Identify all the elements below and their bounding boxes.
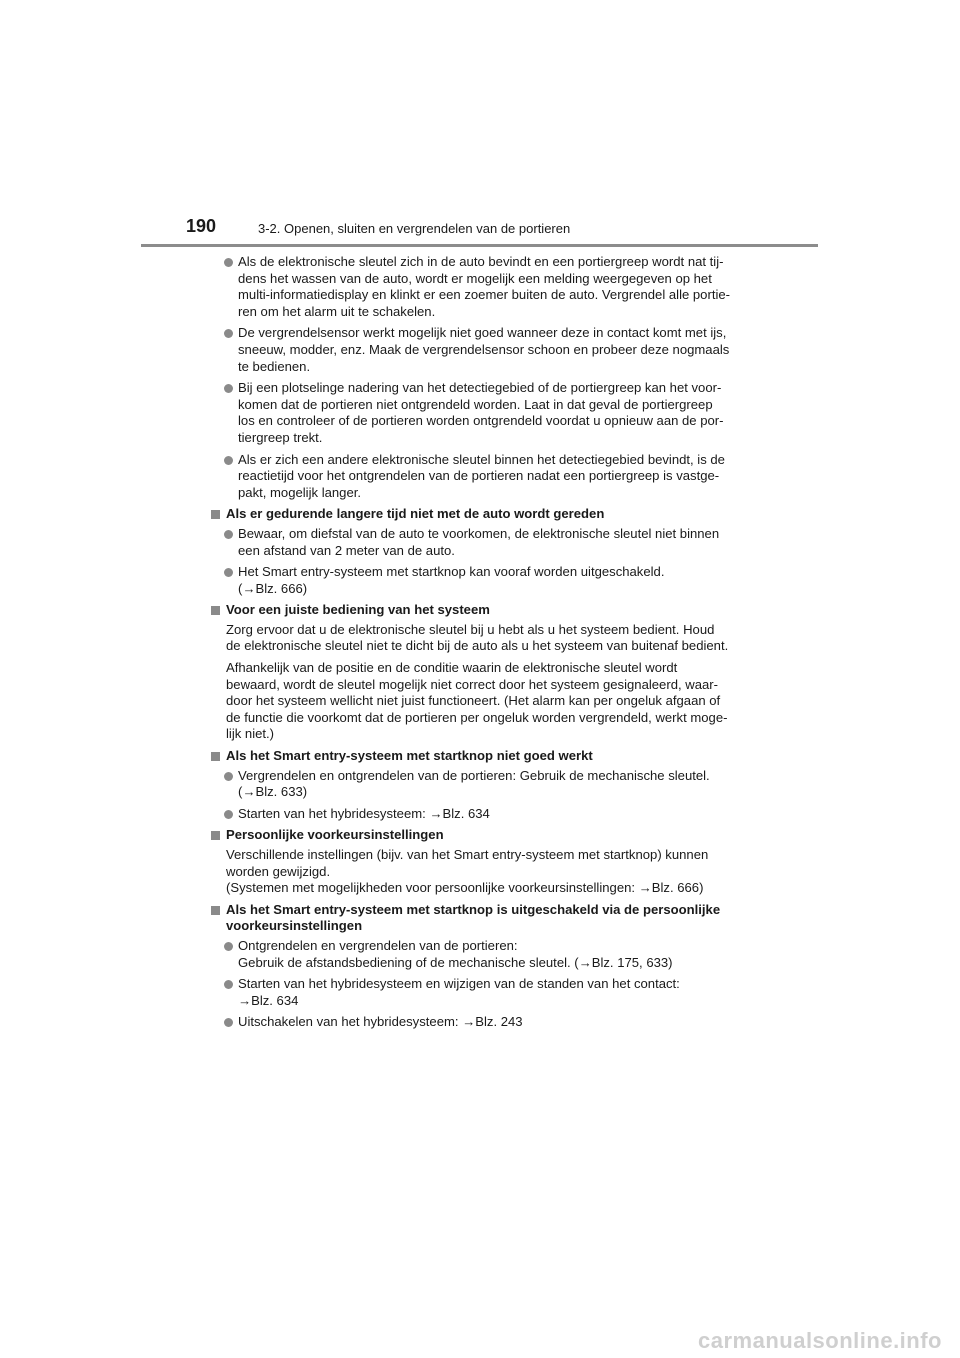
bullet-item [210,325,756,375]
text-line: worden gewijzigd. [226,863,331,879]
bullet-dot-icon [224,329,233,338]
bullet-dot-icon [224,456,233,465]
bullet-item [210,976,756,1009]
section-heading [210,827,756,844]
text-line: dens het wassen van de auto, wordt er mogelijk een melding weergegeven op het [238,270,712,286]
square-bullet-icon [211,906,220,915]
text-line: Vergrendelen en ontgrendelen van de portieren: Gebruik de mechanische sleutel. [238,767,710,783]
text-line: Als het Smart entry-systeem met startknop is uitgeschakeld via de persoonlijke [226,901,721,917]
page-number: 190 [186,216,217,236]
bullet-dot-icon [224,772,233,781]
paragraph [210,660,756,743]
text-line: los en controleer of de portieren worden ontgrendeld voordat u opnieuw aan de por- [238,413,724,429]
text-line: Als de elektronische sleutel zich in de auto bevindt en een portiergreep wordt nat tij- [238,254,724,269]
text-line: Ontgrendelen en vergrendelen van de portieren: [238,937,518,953]
bullet-item [210,768,756,801]
section [210,748,756,822]
section [210,902,756,1031]
square-bullet-icon [211,831,220,840]
bullet-item [210,254,756,320]
text-line: (→Blz. 666) [238,580,308,596]
paragraph [210,622,756,655]
bullet-dot-icon [224,530,233,539]
text-line: multi-informatiedisplay en klinkt er een zoemer buiten de auto. Vergrendel alle portie- [238,287,731,303]
chapter-title: 3-2. Openen, sluiten en vergrendelen van de portieren [258,221,571,236]
text-line: sneeuw, modder, enz. Maak de vergrendelsensor schoon en probeer deze nogmaals [238,341,730,357]
text-line: Bewaar, om diefstal van de auto te voorkomen, de elektronische sleutel niet binnen [238,525,720,541]
text-line: bewaard, wordt de sleutel mogelijk niet correct door het systeem gesignaleerd, waar- [226,676,718,692]
text-line: door het systeem wellicht niet juist functioneert. (Het alarm kan per ongeluk afgaan of [226,693,721,709]
header-rule [141,244,818,247]
text-line: Als er gedurende langere tijd niet met de auto wordt gereden [226,506,605,522]
section [210,602,756,743]
bullet-dot-icon [224,384,233,393]
bullet-item [210,452,756,502]
intro-bullets [210,254,756,501]
text-line: De vergrendelsensor werkt mogelijk niet goed wanneer deze in contact komt met ijs, [238,325,727,341]
bullet-dot-icon [224,942,233,951]
bullet-item [210,806,756,823]
bullet-item [210,938,756,971]
text-line: Uitschakelen van het hybridesysteem: →Blz. 243 [238,1014,523,1030]
section-heading [210,902,756,935]
text-line: Afhankelijk van de positie en de conditie waarin de elektronische sleutel wordt [226,660,678,676]
text-line: Starten van het hybridesysteem en wijzigen van de standen van het contact: [238,976,680,992]
bullet-item [210,526,756,559]
text-line: een afstand van 2 meter van de auto. [238,542,455,558]
bullet-item [210,1014,756,1031]
sections [210,506,756,1031]
text-line: Gebruik de afstandsbediening of de mechanische sleutel. (→Blz. 175, 633) [238,954,673,970]
section [210,827,756,896]
text-line: komen dat de portieren niet ontgrendeld worden. Laat in dat geval de portiergreep [238,396,713,412]
text-line: reactietijd voor het ontgrendelen van de portieren nadat een portiergreep is vastge- [238,468,720,484]
square-bullet-icon [211,752,220,761]
text-line: lijk niet.) [226,726,275,742]
text-line: de functie die voorkomt dat de portieren per ongeluk worden vergrendeld, werkt moge- [226,709,728,725]
text-line: te bedienen. [238,358,311,374]
bullet-item [210,564,756,597]
bullet-item [210,380,756,446]
watermark: carmanualsonline.info [698,1328,942,1353]
text-line: (Systemen met mogelijkheden voor persoonlijke voorkeursinstellingen: →Blz. 666) [226,880,704,896]
square-bullet-icon [211,510,220,519]
text-line: ren om het alarm uit te schakelen. [238,303,436,319]
text-line: Het Smart entry-systeem met startknop kan vooraf worden uitgeschakeld. [238,564,665,580]
content [210,254,756,1036]
section-heading [210,748,756,765]
text-line: Als het Smart entry-systeem met startknop niet goed werkt [226,748,593,764]
bullet-dot-icon [224,1018,233,1027]
square-bullet-icon [211,606,220,615]
text-line: de elektronische sleutel niet te dicht bij de auto als u het systeem van buitenaf bedient. [226,638,729,654]
section-heading [210,506,756,523]
text-line: Persoonlijke voorkeursinstellingen [226,827,444,843]
bullet-dot-icon [224,810,233,819]
text-line: Als er zich een andere elektronische sleutel binnen het detectiegebied bevindt, is de [238,451,725,467]
text-line: Voor een juiste bediening van het systeem [226,602,490,618]
section-heading [210,602,756,619]
section [210,506,756,597]
text-line: Zorg ervoor dat u de elektronische sleutel bij u hebt als u het systeem bedient. Houd [226,621,715,637]
bullet-dot-icon [224,568,233,577]
bullet-dot-icon [224,258,233,267]
text-line: pakt, mogelijk langer. [238,484,362,500]
text-line: Starten van het hybridesysteem: →Blz. 634 [238,805,490,821]
text-line: Bij een plotselinge nadering van het detectiegebied of de portiergreep kan het voor- [238,380,722,396]
text-line: voorkeursinstellingen [226,918,363,934]
text-line: tiergreep trekt. [238,429,323,445]
text-line: Verschillende instellingen (bijv. van het Smart entry-systeem met startknop) kunnen [226,847,709,862]
text-line: (→Blz. 633) [238,784,308,800]
text-line: →Blz. 634 [238,992,299,1008]
paragraph [210,847,756,897]
bullet-dot-icon [224,980,233,989]
